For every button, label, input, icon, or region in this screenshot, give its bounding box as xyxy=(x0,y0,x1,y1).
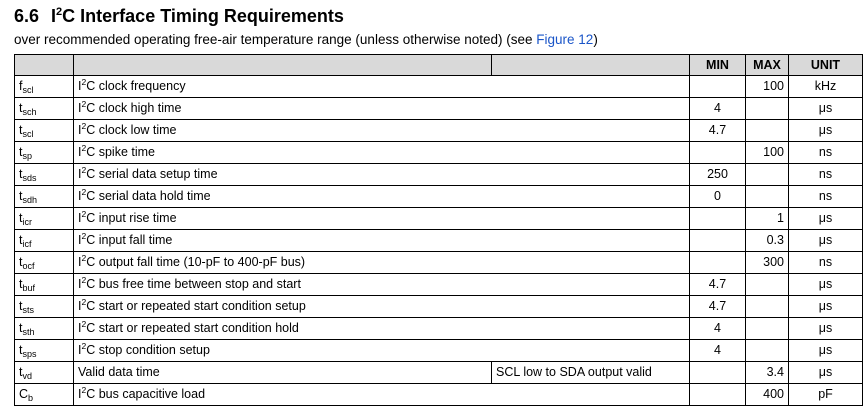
i2c-prefix-i: I xyxy=(78,233,82,247)
symbol: t xyxy=(19,233,23,247)
symbol-cell xyxy=(15,318,74,340)
parameter-label: C input fall time xyxy=(86,233,173,247)
min-value: 4.7 xyxy=(690,120,746,142)
symbol-cell xyxy=(15,164,74,186)
parameter-cell xyxy=(74,340,492,362)
unit-value: kHz xyxy=(789,76,863,98)
condition-cell xyxy=(492,340,690,362)
symbol-subscript: sp xyxy=(22,151,32,161)
symbol: t xyxy=(19,321,23,335)
parameter-label: C output fall time (10-pF to 400-pF bus) xyxy=(86,255,306,269)
header-parameter xyxy=(74,55,492,76)
min-value xyxy=(690,76,746,98)
parameter-cell xyxy=(74,120,492,142)
i2c-prefix-sup: 2 xyxy=(81,121,87,131)
symbol: t xyxy=(19,101,23,115)
max-value xyxy=(746,340,789,362)
condition-cell xyxy=(492,230,690,252)
i2c-prefix-i: I xyxy=(78,167,82,181)
i2c-prefix-i: I xyxy=(78,255,82,269)
unit-value: μs xyxy=(789,318,863,340)
table-row xyxy=(15,98,863,120)
symbol: t xyxy=(19,277,23,291)
max-value xyxy=(746,274,789,296)
i2c-prefix-sup: 2 xyxy=(81,341,87,351)
symbol: t xyxy=(19,167,23,181)
parameter-cell xyxy=(74,230,492,252)
parameter-cell xyxy=(74,98,492,120)
max-value: 100 xyxy=(746,142,789,164)
parameter-label: C bus capacitive load xyxy=(86,387,206,401)
condition-cell xyxy=(492,384,690,406)
max-value xyxy=(746,120,789,142)
min-value: 0 xyxy=(690,186,746,208)
conditions-close: ) xyxy=(593,32,598,47)
header-max: MAX xyxy=(746,55,789,76)
min-value xyxy=(690,362,746,384)
max-value: 1 xyxy=(746,208,789,230)
table-row xyxy=(15,208,863,230)
condition-cell xyxy=(492,98,690,120)
symbol-cell xyxy=(15,186,74,208)
parameter-label: C stop condition setup xyxy=(86,343,210,357)
i2c-prefix-i: I xyxy=(78,387,82,401)
symbol: C xyxy=(19,387,29,401)
symbol-subscript: sth xyxy=(22,327,35,337)
condition-cell xyxy=(492,76,690,98)
symbol: t xyxy=(19,123,23,137)
i2c-prefix-sup: 2 xyxy=(81,143,87,153)
parameter-cell xyxy=(74,274,492,296)
section-title-i: I xyxy=(51,6,57,26)
max-value: 0.3 xyxy=(746,230,789,252)
table-row xyxy=(15,76,863,98)
condition-cell xyxy=(492,274,690,296)
condition-cell xyxy=(492,164,690,186)
unit-value: μs xyxy=(789,120,863,142)
max-value: 100 xyxy=(746,76,789,98)
i2c-prefix-i: I xyxy=(78,299,82,313)
i2c-prefix-sup: 2 xyxy=(81,231,87,241)
header-unit: UNIT xyxy=(789,55,863,76)
parameter-cell xyxy=(74,76,492,98)
symbol-subscript: sds xyxy=(22,173,37,183)
symbol-cell xyxy=(15,142,74,164)
unit-value: ns xyxy=(789,186,863,208)
min-value: 4 xyxy=(690,98,746,120)
parameter-cell xyxy=(74,164,492,186)
symbol-subscript: sdh xyxy=(22,195,37,205)
max-value xyxy=(746,318,789,340)
unit-value: μs xyxy=(789,230,863,252)
table-row xyxy=(15,186,863,208)
min-value xyxy=(690,142,746,164)
condition-cell: SCL low to SDA output valid xyxy=(492,362,690,384)
unit-value: μs xyxy=(789,98,863,120)
min-value: 4.7 xyxy=(690,274,746,296)
parameter-label: C spike time xyxy=(86,145,155,159)
symbol-subscript: vd xyxy=(22,371,32,381)
symbol-cell xyxy=(15,230,74,252)
min-value xyxy=(690,208,746,230)
symbol-cell xyxy=(15,296,74,318)
table-row xyxy=(15,252,863,274)
table-row xyxy=(15,362,863,384)
i2c-prefix-sup: 2 xyxy=(81,297,87,307)
conditions-text: over recommended operating free-air temperature range (unless otherwise noted) (see xyxy=(14,32,537,47)
header-condition xyxy=(492,55,690,76)
symbol-cell xyxy=(15,362,74,384)
unit-value: pF xyxy=(789,384,863,406)
max-value xyxy=(746,186,789,208)
symbol-subscript: scl xyxy=(22,129,34,139)
i2c-prefix-sup: 2 xyxy=(81,253,87,263)
unit-value: μs xyxy=(789,296,863,318)
unit-value: μs xyxy=(789,340,863,362)
unit-value: ns xyxy=(789,142,863,164)
figure-link[interactable]: Figure 12 xyxy=(536,32,594,47)
parameter-label: C input rise time xyxy=(86,211,177,225)
symbol-subscript: sps xyxy=(22,349,37,359)
symbol: t xyxy=(19,343,23,357)
section-title: C Interface Timing Requirements xyxy=(62,6,344,26)
symbol: t xyxy=(19,211,23,225)
symbol: f xyxy=(19,79,23,93)
condition-cell xyxy=(492,142,690,164)
parameter-label: C start or repeated start condition setup xyxy=(86,299,306,313)
parameter-cell xyxy=(74,384,492,406)
i2c-prefix-sup: 2 xyxy=(81,319,87,329)
i2c-prefix-sup: 2 xyxy=(81,209,87,219)
parameter-label: C bus free time between stop and start xyxy=(86,277,301,291)
section-heading xyxy=(14,5,344,27)
parameter-cell xyxy=(74,208,492,230)
i2c-prefix-sup: 2 xyxy=(81,165,87,175)
symbol-cell xyxy=(15,384,74,406)
symbol-subscript: icf xyxy=(22,239,32,249)
parameter-label: C clock low time xyxy=(86,123,177,137)
parameter-label: Valid data time xyxy=(78,365,160,379)
i2c-prefix-sup: 2 xyxy=(81,187,87,197)
header-symbol xyxy=(15,55,74,76)
symbol-cell xyxy=(15,98,74,120)
parameter-cell xyxy=(74,362,492,384)
table-row xyxy=(15,318,863,340)
parameter-cell xyxy=(74,142,492,164)
symbol: t xyxy=(19,145,23,159)
i2c-prefix-i: I xyxy=(78,123,82,137)
i2c-prefix-i: I xyxy=(78,321,82,335)
max-value xyxy=(746,164,789,186)
table-row xyxy=(15,340,863,362)
symbol-cell xyxy=(15,120,74,142)
parameter-cell xyxy=(74,318,492,340)
unit-value: μs xyxy=(789,362,863,384)
min-value: 250 xyxy=(690,164,746,186)
i2c-prefix-i: I xyxy=(78,79,82,93)
symbol-subscript: b xyxy=(28,393,34,403)
min-value xyxy=(690,252,746,274)
min-value: 4 xyxy=(690,318,746,340)
symbol-subscript: scl xyxy=(22,85,34,95)
operating-conditions-note xyxy=(14,31,598,49)
table-body xyxy=(15,76,863,406)
symbol-subscript: ocf xyxy=(22,261,35,271)
max-value xyxy=(746,296,789,318)
unit-value: μs xyxy=(789,208,863,230)
i2c-prefix-i: I xyxy=(78,101,82,115)
table-header-row xyxy=(15,55,863,76)
i2c-prefix-i: I xyxy=(78,211,82,225)
symbol-subscript: sch xyxy=(22,107,37,117)
parameter-cell xyxy=(74,296,492,318)
unit-value: ns xyxy=(789,252,863,274)
condition-cell xyxy=(492,208,690,230)
i2c-prefix-sup: 2 xyxy=(81,385,87,395)
symbol-subscript: sts xyxy=(22,305,34,315)
condition-cell xyxy=(492,296,690,318)
parameter-label: C start or repeated start condition hold xyxy=(86,321,299,335)
timing-requirements-table xyxy=(14,54,863,406)
condition-cell xyxy=(492,186,690,208)
table-row xyxy=(15,296,863,318)
condition-cell xyxy=(492,318,690,340)
min-value: 4.7 xyxy=(690,296,746,318)
max-value: 400 xyxy=(746,384,789,406)
table-row xyxy=(15,142,863,164)
unit-value: μs xyxy=(789,274,863,296)
symbol: t xyxy=(19,365,23,379)
symbol-cell xyxy=(15,76,74,98)
table-row xyxy=(15,164,863,186)
min-value xyxy=(690,384,746,406)
symbol: t xyxy=(19,189,23,203)
max-value: 300 xyxy=(746,252,789,274)
symbol-subscript: icr xyxy=(22,217,32,227)
i2c-prefix-i: I xyxy=(78,277,82,291)
parameter-label: C serial data hold time xyxy=(86,189,211,203)
section-number: 6.6 xyxy=(14,6,40,26)
i2c-prefix-i: I xyxy=(78,343,82,357)
condition-cell xyxy=(492,120,690,142)
i2c-prefix-i: I xyxy=(78,189,82,203)
symbol-cell xyxy=(15,208,74,230)
i2c-prefix-i: I xyxy=(78,145,82,159)
max-value: 3.4 xyxy=(746,362,789,384)
unit-value: ns xyxy=(789,164,863,186)
header-min: MIN xyxy=(690,55,746,76)
parameter-label: C clock high time xyxy=(86,101,182,115)
table-row xyxy=(15,274,863,296)
i2c-prefix-sup: 2 xyxy=(81,77,87,87)
parameter-cell xyxy=(74,186,492,208)
parameter-label: C serial data setup time xyxy=(86,167,218,181)
table-row xyxy=(15,230,863,252)
condition-cell xyxy=(492,252,690,274)
parameter-label: C clock frequency xyxy=(86,79,186,93)
symbol-cell xyxy=(15,340,74,362)
min-value: 4 xyxy=(690,340,746,362)
max-value xyxy=(746,98,789,120)
min-value xyxy=(690,230,746,252)
table-row xyxy=(15,384,863,406)
symbol: t xyxy=(19,255,23,269)
symbol-cell xyxy=(15,274,74,296)
section-title-superscript: 2 xyxy=(56,6,63,18)
symbol: t xyxy=(19,299,23,313)
symbol-cell xyxy=(15,252,74,274)
i2c-prefix-sup: 2 xyxy=(81,99,87,109)
parameter-cell xyxy=(74,252,492,274)
table-row xyxy=(15,120,863,142)
i2c-prefix-sup: 2 xyxy=(81,275,87,285)
symbol-subscript: buf xyxy=(22,283,35,293)
